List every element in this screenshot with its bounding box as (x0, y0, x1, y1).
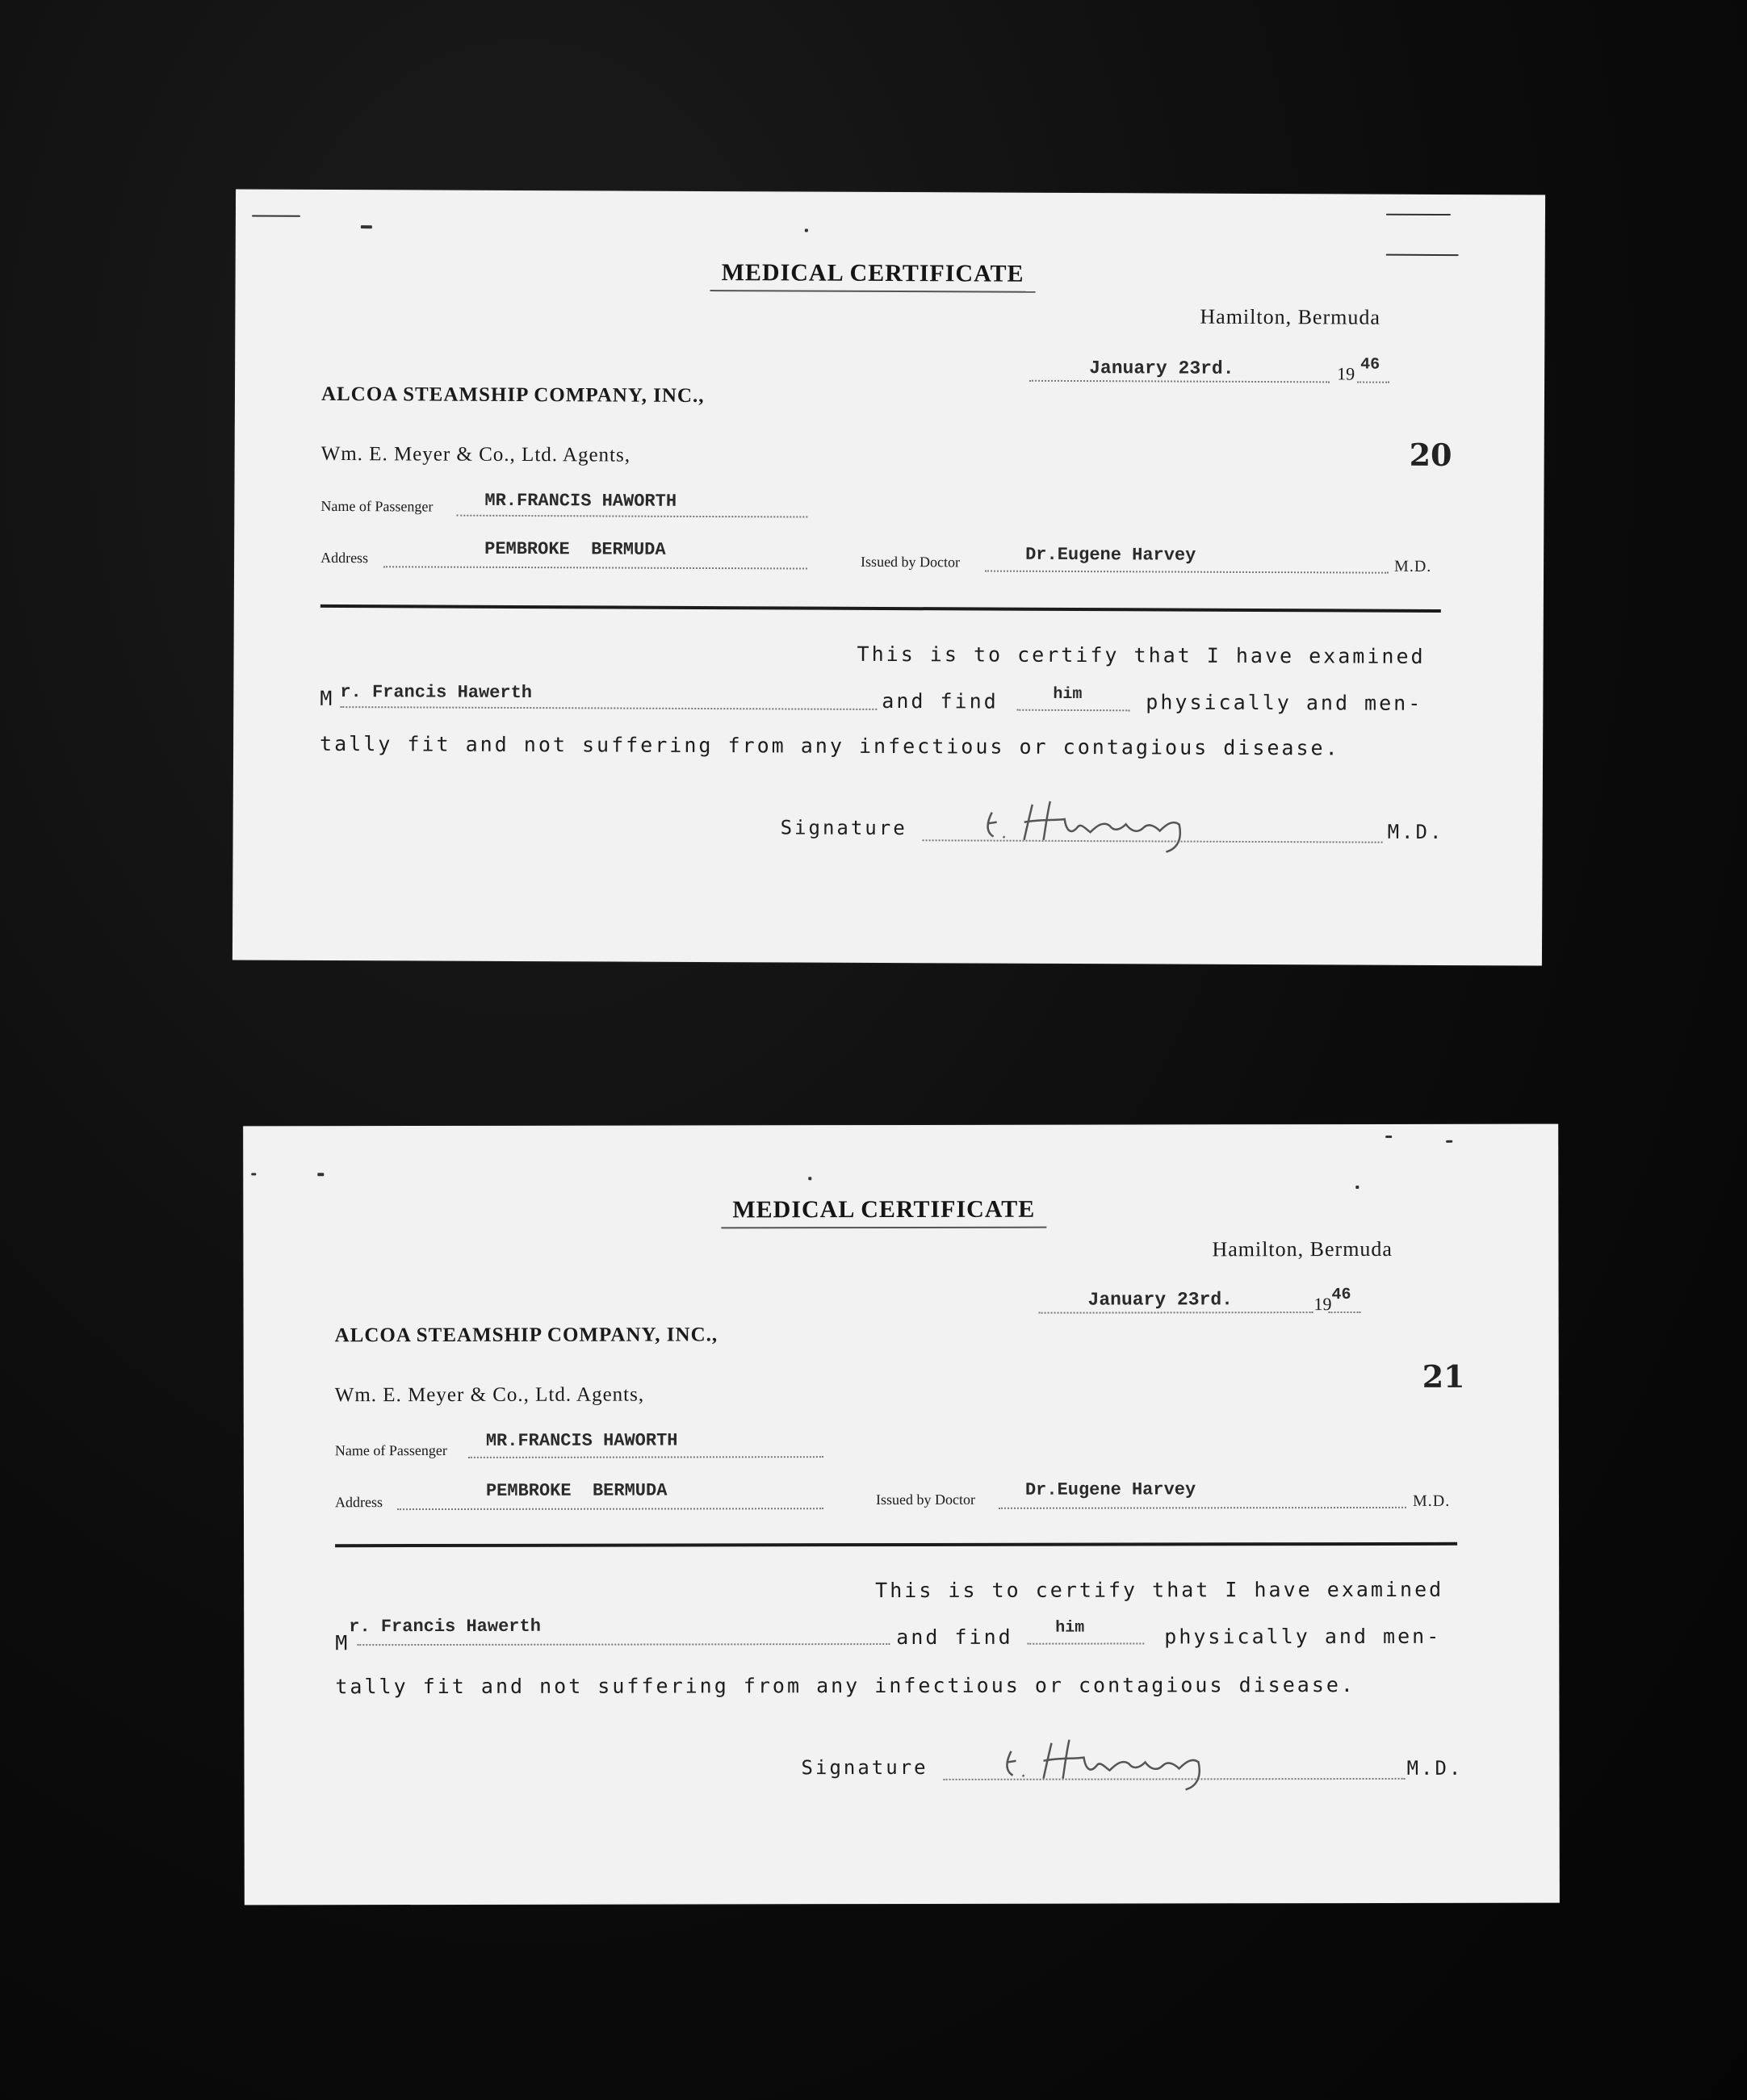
doctor-label: Issued by Doctor (861, 553, 961, 571)
year-dotted-line (1357, 382, 1389, 383)
scan-speck (361, 225, 372, 228)
scan-speck (1386, 214, 1451, 215)
doctor-name: Dr.Eugene Harvey (1025, 544, 1196, 566)
issue-place: Hamilton, Bermuda (1212, 1236, 1393, 1261)
body-prefix: M (320, 686, 335, 711)
address-value: PEMBROKE BERMUDA (484, 538, 666, 560)
agents-line: Wm. E. Meyer & Co., Ltd. Agents, (320, 442, 631, 466)
signature-label: Signature (801, 1755, 928, 1780)
passenger-label: Name of Passenger (320, 497, 434, 515)
address-value: PEMBROKE BERMUDA (485, 1480, 668, 1501)
issue-date-century: 19 (1313, 1294, 1332, 1315)
pronoun-value: him (1053, 684, 1083, 705)
scan-speck (317, 1173, 324, 1176)
and-find-text: and find (896, 1625, 1013, 1650)
address-label: Address (334, 1494, 383, 1511)
passenger-name: MR.FRANCIS HAWORTH (484, 490, 677, 512)
signature-label: Signature (780, 816, 907, 840)
certificate-number: 21 (1422, 1357, 1465, 1395)
divider-rule (320, 604, 1441, 613)
signature-md-suffix: M.D. (1406, 1756, 1464, 1780)
doctor-md-suffix: M.D. (1412, 1491, 1451, 1510)
issue-place: Hamilton, Bermuda (1200, 304, 1380, 329)
scan-speck (1386, 254, 1459, 256)
examined-dotted-line (340, 706, 877, 710)
certify-line: This is to certify that I have examined (857, 642, 1426, 668)
date-dotted-line (1029, 380, 1330, 383)
address-dotted-line (383, 566, 807, 569)
divider-rule (335, 1542, 1457, 1547)
handwritten-signature (976, 789, 1234, 855)
pronoun-dotted-line (1016, 709, 1129, 712)
scan-speck (252, 215, 300, 217)
examined-person-name: r. Francis Hawerth (340, 682, 533, 704)
certify-line: This is to certify that I have examined (875, 1577, 1444, 1603)
and-find-text: and find (882, 688, 999, 713)
pronoun-dotted-line (1027, 1642, 1144, 1644)
doctor-md-suffix: M.D. (1394, 557, 1432, 575)
certificate-title: MEDICAL CERTIFICATE (721, 1196, 1046, 1229)
fitness-statement: tally fit and not suffering from any infectious or contagious disease. (335, 1673, 1355, 1699)
issue-date-year: 46 (1331, 1286, 1351, 1305)
passenger-label: Name of Passenger (334, 1441, 447, 1459)
company-name: ALCOA STEAMSHIP COMPANY, INC., (320, 383, 705, 408)
address-label: Address (320, 549, 369, 567)
medical-certificate-card (243, 1124, 1560, 1905)
passenger-dotted-line (456, 515, 807, 518)
passenger-dotted-line (468, 1456, 823, 1458)
certificate-title: MEDICAL CERTIFICATE (710, 259, 1036, 293)
certificate-number: 20 (1409, 436, 1452, 474)
scan-speck (1446, 1140, 1452, 1143)
scan-speck (1385, 1136, 1392, 1138)
fitness-statement: tally fit and not suffering from any infectious or contagious disease. (320, 731, 1340, 760)
handwritten-signature (995, 1726, 1253, 1792)
issue-date-century: 19 (1337, 363, 1355, 384)
physically-text: physically and men- (1146, 690, 1423, 715)
body-prefix: M (335, 1631, 350, 1655)
issue-date-day: January 23rd. (1087, 1289, 1233, 1311)
signature-md-suffix: M.D. (1387, 820, 1444, 844)
examined-person-name: r. Francis Hawerth (349, 1616, 541, 1638)
physically-text: physically and men- (1164, 1624, 1442, 1649)
issue-date-year: 46 (1360, 355, 1380, 374)
doctor-dotted-line (985, 571, 1389, 574)
passenger-name: MR.FRANCIS HAWORTH (485, 1430, 678, 1451)
scan-speck (1355, 1186, 1359, 1189)
doctor-dotted-line (999, 1507, 1406, 1509)
scan-speck (808, 1177, 811, 1180)
address-dotted-line (397, 1508, 823, 1510)
scan-speck (805, 229, 808, 232)
examined-dotted-line (357, 1643, 890, 1646)
doctor-label: Issued by Doctor (875, 1491, 975, 1508)
year-dotted-line (1329, 1311, 1361, 1313)
pronoun-value: him (1055, 1618, 1085, 1638)
company-name: ALCOA STEAMSHIP COMPANY, INC., (334, 1324, 718, 1347)
agents-line: Wm. E. Meyer & Co., Ltd. Agents, (334, 1383, 645, 1407)
issue-date-day: January 23rd. (1089, 358, 1234, 379)
doctor-name: Dr.Eugene Harvey (1024, 1479, 1196, 1500)
medical-certificate-card (233, 189, 1545, 965)
date-dotted-line (1039, 1311, 1313, 1314)
scan-speck (251, 1173, 256, 1175)
